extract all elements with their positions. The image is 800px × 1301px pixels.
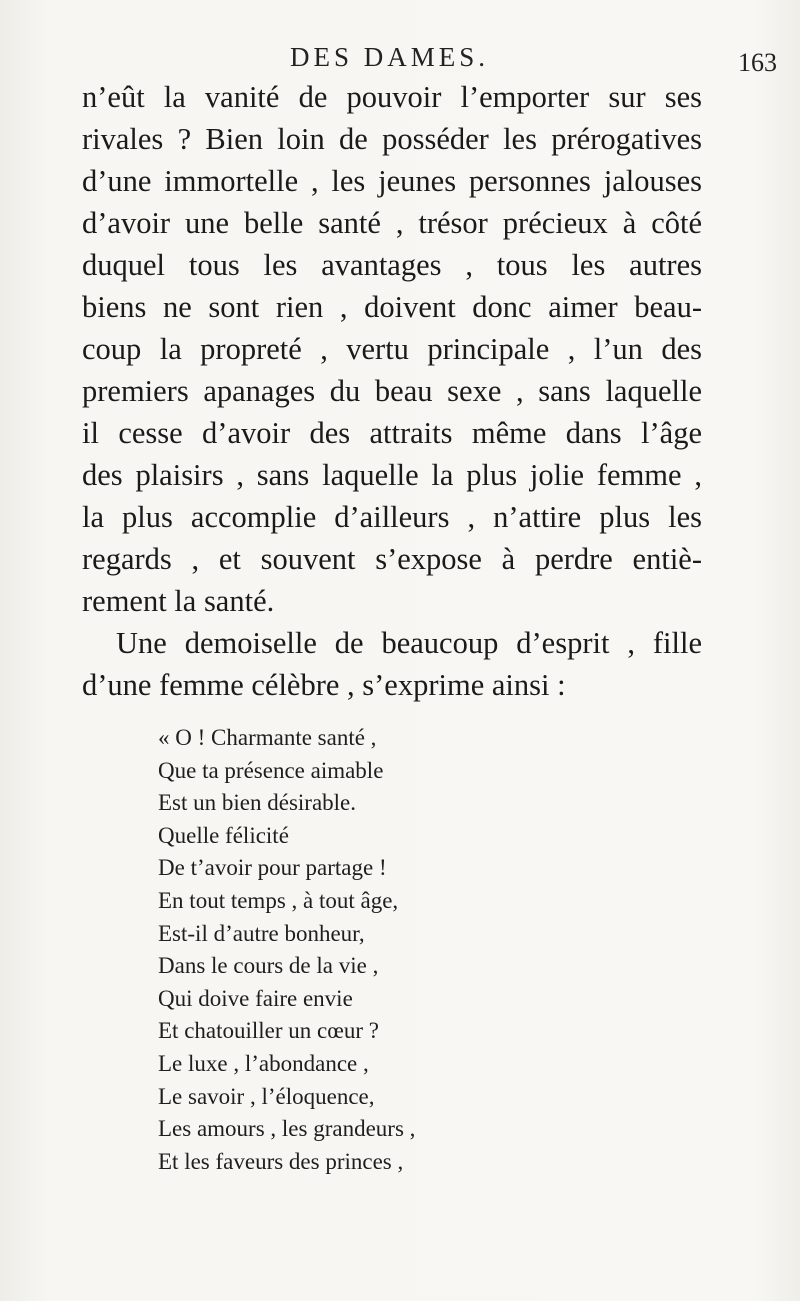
text-line: duquel tous les avantages , tous les autres [82, 248, 702, 282]
poem-verse: Les amours , les grandeurs , [158, 1116, 416, 1142]
poem-verse: « O ! Charmante santé , [158, 725, 377, 750]
text-line: Une demoiselle de beaucoup d’esprit , fille [116, 626, 702, 660]
text-line: des plaisirs , sans laquelle la plus jolie femme , [82, 458, 702, 492]
text-line: regards , et souvent s’expose à perdre entiè- [82, 542, 702, 576]
poem-verse: Et chatouiller un cœur ? [158, 1018, 379, 1044]
text-line: d’avoir une belle santé , trésor précieux à côté [82, 206, 702, 240]
poem-verse: Dans le cours de la vie , [158, 953, 379, 979]
poem [158, 722, 415, 1178]
paragraph-1 [82, 76, 702, 622]
text-line: d’une immortelle , les jeunes personnes jalouses [82, 164, 702, 198]
poem-verse: En tout temps , à tout âge, [158, 887, 399, 913]
poem-verse: Quelle félicité [158, 822, 289, 848]
poem-verse: De t’avoir pour partage ! [158, 855, 387, 881]
text-line: n’eût la vanité de pouvoir l’emporter sur ses [82, 80, 702, 114]
text-line: rivales ? Bien loin de posséder les prérogatives [82, 122, 702, 156]
poem-verse: Est-il d’autre bonheur, [158, 920, 365, 946]
prose-body [82, 76, 702, 706]
text-line: la plus accomplie d’ailleurs , n’attire plus les [82, 500, 702, 534]
text-line: rement la santé. [82, 584, 275, 618]
poem-verse: Et les faveurs des princes , [158, 1148, 404, 1174]
text-line: biens ne sont rien , doivent donc aimer beau- [82, 290, 702, 324]
poem-verse: Est un bien désirable. [158, 790, 357, 816]
poem-verse: Le savoir , l’éloquence, [158, 1083, 375, 1109]
page-number: 163 [738, 48, 777, 77]
text-line: il cesse d’avoir des attraits même dans l’âge [82, 416, 702, 450]
poem-verse: Qui doive faire envie [158, 985, 353, 1011]
running-title: DES DAMES. [290, 42, 490, 72]
text-line: d’une femme célèbre , s’exprime ainsi : [82, 668, 566, 702]
text-line: coup la propreté , vertu principale , l’un des [82, 332, 702, 366]
poem-verse: Que ta présence aimable [158, 757, 384, 783]
text-line: premiers apanages du beau sexe , sans laquelle [82, 374, 702, 408]
poem-verse: Le luxe , l’abondance , [158, 1050, 369, 1076]
paragraph-2 [82, 622, 702, 706]
